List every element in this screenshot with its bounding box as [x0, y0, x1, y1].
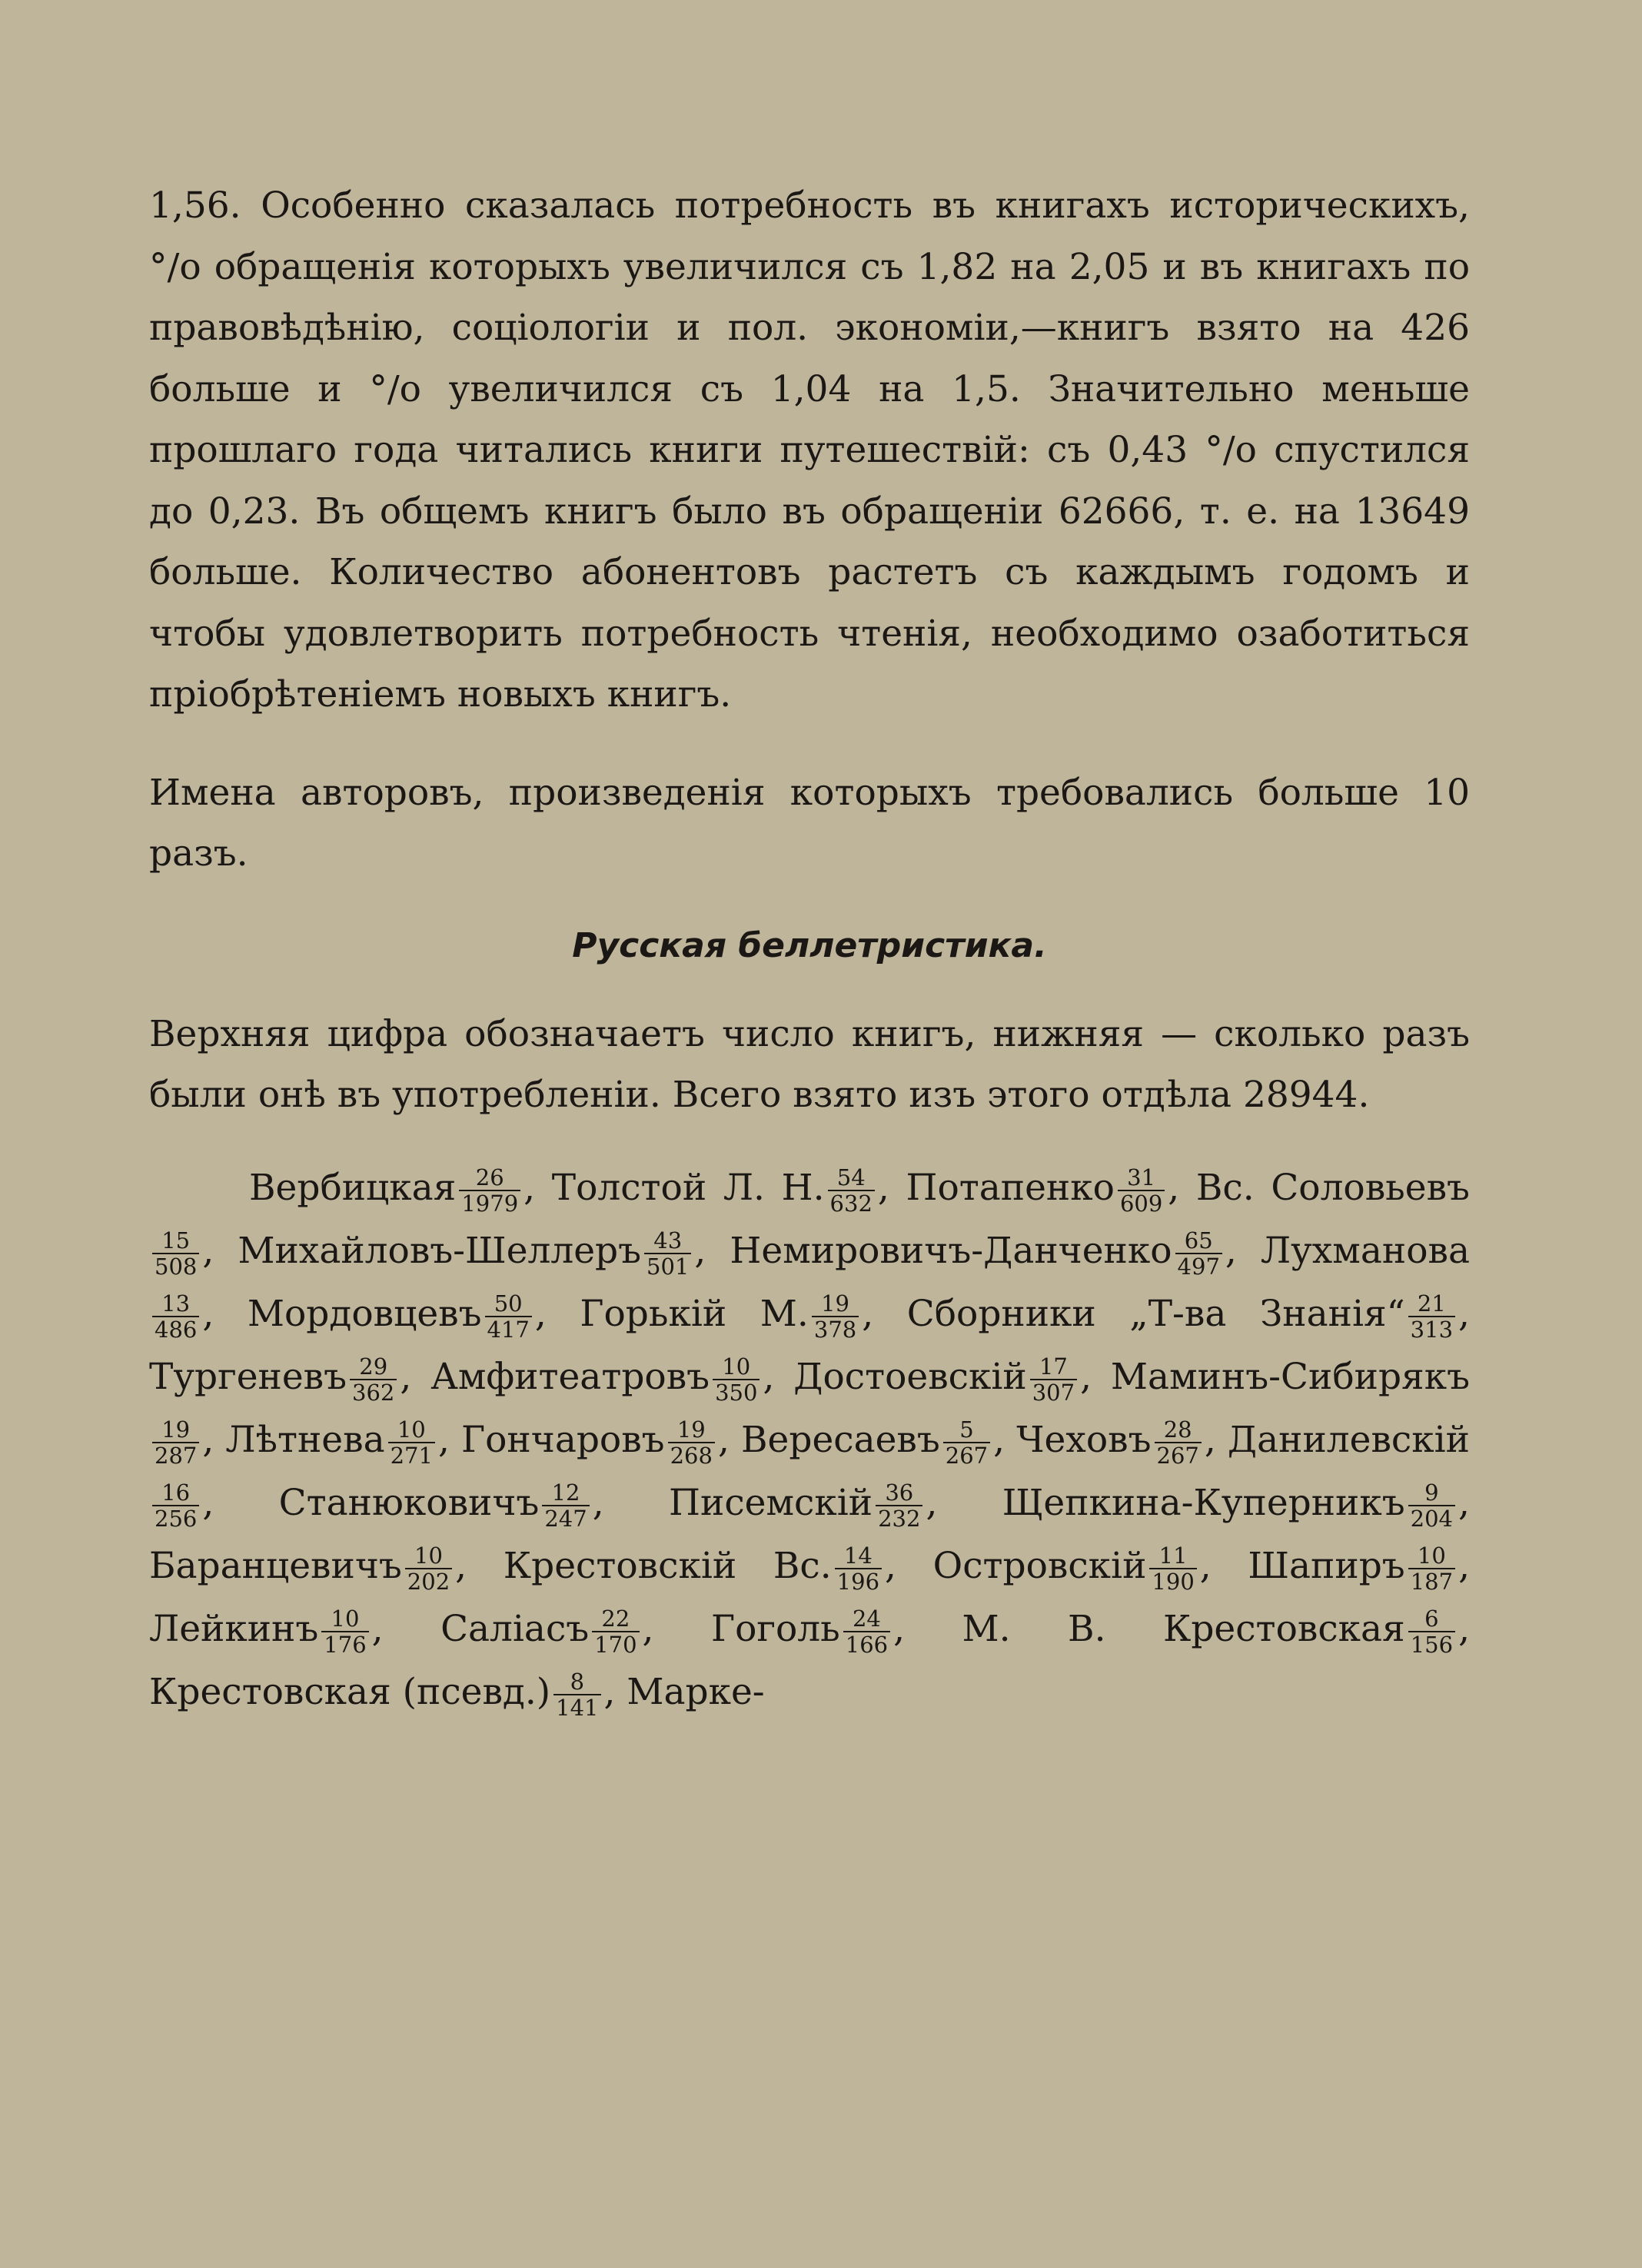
book-count: 29	[350, 1354, 397, 1380]
author-entry	[440, 1605, 642, 1658]
book-count: 19	[152, 1417, 199, 1443]
use-count: 190	[1152, 1568, 1195, 1595]
author-name: Достоевскій	[793, 1355, 1027, 1398]
count-fraction	[828, 1165, 875, 1216]
book-count: 16	[152, 1480, 199, 1506]
count-fraction	[1408, 1480, 1455, 1531]
use-count: 486	[155, 1316, 198, 1343]
use-count: 501	[646, 1253, 690, 1280]
author-name: Данилевскій	[1227, 1418, 1470, 1461]
author-name: Лѣтнева	[225, 1418, 385, 1461]
use-count: 204	[1410, 1505, 1454, 1532]
author-entry	[1002, 1479, 1458, 1532]
use-count: 187	[1410, 1568, 1454, 1595]
book-count: 9	[1408, 1480, 1455, 1506]
count-fraction	[388, 1417, 435, 1468]
author-list: Вербицкая $\frac{26}{1979}$ , Толстой Л. Н. $\frac{54}{632}$ , Потапенко $\frac{31}{609}$ , Вс. Соловьевъ $\frac{15}{508}$ , Михайловъ-Шеллеръ $\frac{43}{501}$ , Немировичъ-Данченко $\frac{65}{497}$ , Лухманова $\frac{13}{486}$ , Мордовцевъ $\frac{50}{417}$ , Горькій М. $\frac{19}{378}$ , Сборники „Т-ва Знанія“ $\frac{21}{313}$ , Тургеневъ $\frac{29}{362}$ , Амфитеатровъ $\frac{10}{350}$ , Достоевскій $\frac{17}{307}$ , Маминъ-Сибирякъ $\frac{19}{287}$ , Лѣтнева $\frac{10}{271}$ , Гончаровъ $\frac{19}{268}$ , Вересаевъ $\frac{5}{267}$ , Чеховъ $\frac{28}{267}$ , Данилевскій $\frac{16}{256}$ , Станюковичъ $\frac{12}{247}$ , Писемскій $\frac{36}{232}$ , Щепкина-Куперникъ $\frac{9}{204}$ , Баранцевичъ $\frac{10}{202}$ , Крестовскій Вс. $\frac{14}{196}$ , Островскій $\frac{11}{190}$ , Шапиръ $\frac{10}{187}$ , Лейкинъ $\frac{10}{176}$ , Саліасъ $\frac{22}{170}$ , Гоголь $\frac{24}{166}$ , М. В. Крестовская $\frac{6}{156}$ , Крестовская (псевд.) $\frac{8}{141}$ , Марке-	[149, 1164, 1471, 1721]
count-fraction	[152, 1291, 199, 1342]
author-entry	[1248, 1542, 1458, 1595]
author-entry	[906, 1164, 1168, 1217]
author-name: Островскій	[932, 1544, 1147, 1587]
book-count: 65	[1175, 1228, 1222, 1254]
author-entry	[430, 1353, 763, 1406]
book-count: 31	[1118, 1165, 1165, 1191]
author-entry	[710, 1605, 893, 1658]
paragraph-explanation: Верхняя цифра обозначаетъ число книгъ, нижняя — сколько разъ были онѣ въ употребленіи. Всего взято изъ этого отдѣла 28944.	[149, 1012, 1470, 1116]
author-entry	[793, 1353, 1080, 1406]
author-name: Писемскій	[669, 1481, 873, 1524]
book-count: 13	[152, 1291, 199, 1317]
book-count: 10	[713, 1354, 760, 1380]
count-fraction	[1118, 1165, 1165, 1216]
book-count: 43	[644, 1228, 691, 1254]
author-name: Вс. Соловьевъ	[1195, 1166, 1470, 1209]
author-name: Вербицкая	[249, 1166, 457, 1209]
count-fraction	[713, 1354, 760, 1405]
count-fraction	[152, 1417, 199, 1468]
book-count: 8	[553, 1669, 600, 1695]
book-count: 14	[835, 1543, 882, 1569]
author-entry	[932, 1542, 1200, 1595]
use-count: 170	[594, 1631, 637, 1658]
count-fraction	[592, 1606, 639, 1657]
author-name: Щепкина-Куперникъ	[1002, 1481, 1405, 1524]
use-count: 268	[670, 1442, 713, 1469]
book-count: 10	[1408, 1543, 1455, 1569]
author-entry	[741, 1416, 993, 1469]
count-fraction	[485, 1291, 532, 1342]
author-name: М. В. Крестовская	[962, 1607, 1405, 1650]
author-entry	[669, 1479, 926, 1532]
use-count: 632	[829, 1190, 873, 1217]
count-fraction	[1408, 1543, 1455, 1594]
book-count: 54	[828, 1165, 875, 1191]
count-fraction	[644, 1228, 691, 1279]
book-count: 10	[321, 1606, 368, 1632]
author-entry	[551, 1164, 878, 1217]
count-fraction	[1030, 1354, 1077, 1405]
book-count: 19	[668, 1417, 715, 1443]
use-count: 508	[155, 1253, 198, 1280]
use-count: 247	[544, 1505, 587, 1532]
count-fraction	[1155, 1417, 1202, 1468]
book-count: 17	[1030, 1354, 1077, 1380]
use-count: 609	[1119, 1190, 1163, 1217]
use-count: 1979	[461, 1190, 519, 1217]
author-name: Крестовская (псевд.)	[149, 1670, 551, 1713]
use-count: 267	[1156, 1442, 1199, 1469]
section-title: Русская беллетристика.	[572, 925, 1047, 965]
use-count: 196	[836, 1568, 880, 1595]
count-fraction	[943, 1417, 990, 1468]
book-count: 28	[1155, 1417, 1202, 1443]
author-entry	[278, 1479, 593, 1532]
author-entry	[627, 1671, 764, 1713]
author-entry	[962, 1605, 1459, 1658]
book-count: 15	[152, 1228, 199, 1254]
use-count: 362	[352, 1379, 395, 1406]
author-name: Маминъ-Сибирякъ	[1110, 1355, 1470, 1398]
count-fraction	[1149, 1543, 1196, 1594]
author-name: Шапиръ	[1248, 1544, 1405, 1587]
author-name: Лейкинъ	[149, 1607, 319, 1650]
use-count: 267	[945, 1442, 989, 1469]
author-name: Марке-	[627, 1670, 765, 1713]
author-entry	[149, 1605, 372, 1658]
use-count: 287	[155, 1442, 198, 1469]
count-fraction	[1408, 1291, 1455, 1342]
author-name: Вересаевъ	[741, 1418, 940, 1461]
book-count: 24	[843, 1606, 890, 1632]
author-entry	[149, 1668, 604, 1721]
count-fraction	[152, 1480, 199, 1531]
use-count: 176	[324, 1631, 367, 1658]
use-count: 202	[407, 1568, 450, 1595]
count-fraction	[835, 1543, 882, 1594]
author-name: Толстой Л. Н.	[551, 1166, 825, 1209]
author-name: Гончаровъ	[461, 1418, 665, 1461]
author-entry	[730, 1227, 1225, 1280]
author-name: Потапенко	[906, 1166, 1115, 1209]
count-fraction	[1175, 1228, 1222, 1279]
author-entry	[580, 1290, 862, 1343]
author-name: Саліасъ	[440, 1607, 590, 1650]
count-fraction	[668, 1417, 715, 1468]
count-fraction	[542, 1480, 589, 1531]
author-entry	[249, 1164, 524, 1217]
author-name: Сборники „Т-ва Знанія“	[906, 1292, 1405, 1335]
author-entry	[149, 1542, 455, 1595]
author-entry	[247, 1290, 535, 1343]
book-count: 50	[485, 1291, 532, 1317]
author-name: Чеховъ	[1016, 1418, 1152, 1461]
book-count: 36	[876, 1480, 922, 1506]
use-count: 497	[1177, 1253, 1220, 1280]
book-count: 12	[542, 1480, 589, 1506]
author-entry	[461, 1416, 718, 1469]
book-count: 6	[1408, 1606, 1455, 1632]
count-fraction	[843, 1606, 890, 1657]
use-count: 313	[1410, 1316, 1454, 1343]
count-fraction	[350, 1354, 397, 1405]
use-count: 156	[1410, 1631, 1454, 1658]
paragraph-authors-intro: Имена авторовъ, произведенія которыхъ требовались больше 10 разъ.	[149, 771, 1470, 875]
use-count: 271	[390, 1442, 433, 1469]
count-fraction	[459, 1165, 520, 1216]
author-name: Тургеневъ	[149, 1355, 347, 1398]
use-count: 166	[845, 1631, 889, 1658]
paragraph-circulation: 1,56. Особенно сказалась потребность въ книгахъ историческихъ, °/o обращенія которыхъ увеличился съ 1,82 на 2,05 и въ книгахъ по правовѣдѣнію, соціологіи и пол. экономіи,—книгъ взято на 426 больше и °/o увеличился съ 1,04 на 1,5. Значительно меньше прошлаго года читались книги путешествій: съ 0,43 °/o спустился до 0,23. Въ общемъ книгъ было въ обращеніи 62666, т. е. на 13649 больше. Количество абонентовъ растетъ съ каждымъ годомъ и чтобы удовлетворить потребность чтенія, необходимо озаботиться пріобрѣтеніемъ новыхъ книгъ.	[149, 184, 1470, 716]
author-name: Мордовцевъ	[247, 1292, 482, 1335]
author-name: Горькій М.	[580, 1292, 809, 1335]
book-count: 5	[943, 1417, 990, 1443]
author-name: Лухманова	[1260, 1229, 1470, 1272]
author-entry	[225, 1416, 438, 1469]
use-count: 232	[878, 1505, 921, 1532]
author-entry	[238, 1227, 694, 1280]
count-fraction	[876, 1480, 922, 1531]
count-fraction	[812, 1291, 859, 1342]
book-count: 26	[459, 1165, 520, 1191]
book-count: 10	[405, 1543, 452, 1569]
author-name: Амфитеатровъ	[430, 1355, 710, 1398]
book-count: 11	[1149, 1543, 1196, 1569]
book-count: 21	[1408, 1291, 1455, 1317]
author-name: Крестовскій Вс.	[503, 1544, 832, 1587]
author-name: Баранцевичъ	[149, 1544, 402, 1587]
author-entry	[1016, 1416, 1205, 1469]
author-entry	[149, 1353, 400, 1406]
count-fraction	[152, 1228, 199, 1279]
author-name: Гоголь	[710, 1607, 840, 1650]
count-fraction	[553, 1669, 600, 1720]
use-count: 141	[556, 1694, 599, 1721]
count-fraction	[1408, 1606, 1455, 1657]
book-count: 22	[592, 1606, 639, 1632]
author-name: Станюковичъ	[278, 1481, 540, 1524]
count-fraction	[321, 1606, 368, 1657]
author-entry	[503, 1542, 885, 1595]
use-count: 350	[715, 1379, 758, 1406]
use-count: 417	[487, 1316, 530, 1343]
use-count: 256	[155, 1505, 198, 1532]
author-name: Немировичъ-Данченко	[730, 1229, 1172, 1272]
count-fraction	[405, 1543, 452, 1594]
author-entry	[906, 1290, 1458, 1343]
use-count: 307	[1032, 1379, 1075, 1406]
use-count: 378	[813, 1316, 857, 1343]
author-name: Михайловъ-Шеллеръ	[238, 1229, 642, 1272]
book-count: 19	[812, 1291, 859, 1317]
book-count: 10	[388, 1417, 435, 1443]
